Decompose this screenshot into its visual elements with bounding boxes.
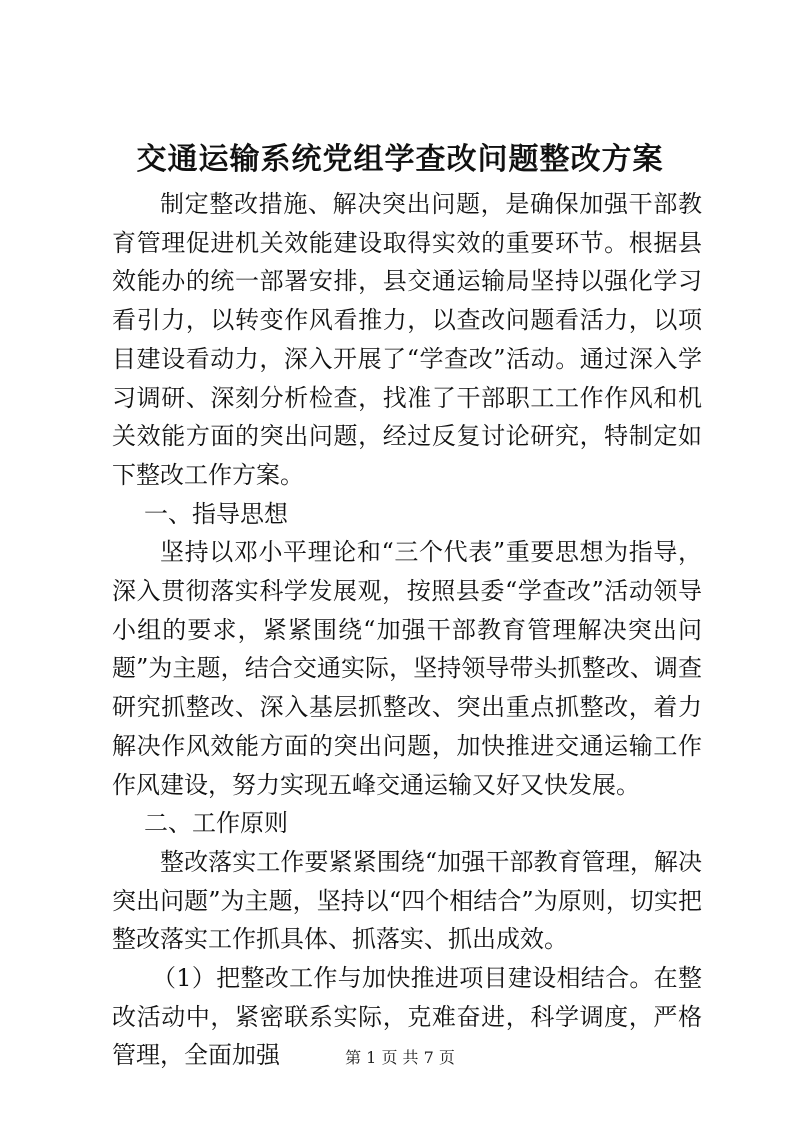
section-heading-guiding-ideology: 一、指导思想 xyxy=(144,499,288,528)
page-number-footer: 第 1 页 共 7 页 xyxy=(345,1048,455,1067)
document-title: 交通运输系统党组学查改问题整改方案 xyxy=(136,142,664,177)
guiding-ideology-paragraph: 坚持以邓小平理论和“三个代表”重要思想为指导，深入贯彻落实科学发展观，按照县委“学查改”活动领导小组的要求，紧紧围绕“加强干部教育管理解决突出问题”为主题，结合交通实际，坚持领导带头抓整改、调查研究抓整改、深入基层抓整改、突出重点抓整改，着力解决作风效能方面的突出问题，加快推进交通运输工作作风建设，努力实现五峰交通运输又好又快发展。 xyxy=(112,538,702,799)
section-heading-work-principles: 二、工作原则 xyxy=(144,809,288,838)
principle-item-1: （1）把整改工作与加快推进项目建设相结合。在整改活动中，紧密联系实际，克难奋进，科学调度，严格管理，全面加强 xyxy=(112,964,702,1070)
work-principles-paragraph: 整改落实工作要紧紧围绕“加强干部教育管理，解决突出问题”为主题，坚持以“四个相结合”为原则，切实把整改落实工作抓具体、抓落实、抓出成效。 xyxy=(112,847,702,954)
intro-paragraph: 制定整改措施、解决突出问题，是确保加强干部教育管理促进机关效能建设取得实效的重要环节。根据县效能办的统一部署安排，县交通运输局坚持以强化学习看引力，以转变作风看推力，以查改问题看活力，以项目建设看动力，深入开展了“学查改”活动。通过深入学习调研、深刻分析检查，找准了干部职工工作作风和机关效能方面的突出问题，经过反复讨论研究，特制定如下整改工作方案。 xyxy=(112,190,702,489)
document-body xyxy=(112,185,702,1075)
